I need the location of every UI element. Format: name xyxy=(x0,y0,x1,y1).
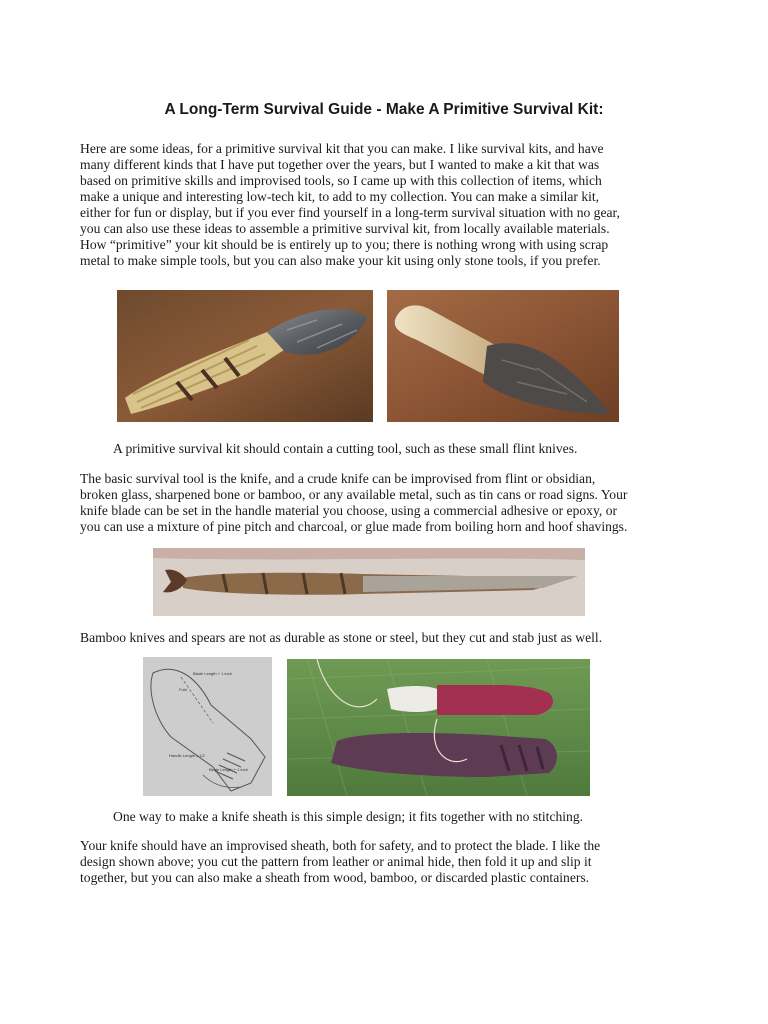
page-title: A Long-Term Survival Guide - Make A Primitive Survival Kit: xyxy=(164,101,604,118)
pattern-label-handle: Handle Length x 1/2 xyxy=(169,753,205,758)
text-line: The basic survival tool is the knife, and a crude knife can be improvised from flint or obsidian, xyxy=(80,471,596,486)
flint-knife-photo-1 xyxy=(117,290,373,422)
sheath-paragraph xyxy=(80,838,694,886)
text-line: broken glass, sharpened bone or bamboo, or any available metal, such as tin cans or road signs. Your xyxy=(80,487,628,502)
intro-paragraph xyxy=(80,141,694,269)
text-line: design shown above; you cut the pattern from leather or animal hide, then fold it up and slip it xyxy=(80,854,592,869)
sheath-photo xyxy=(287,659,590,796)
sheath-pattern-diagram xyxy=(143,657,272,796)
pattern-label-blade: Blade Length + 1 inch xyxy=(193,671,232,676)
knife-paragraph xyxy=(80,471,694,535)
text-line: How “primitive” your kit should be is entirely up to you; there is nothing wrong with using scrap xyxy=(80,237,609,252)
text-line: many different kinds that I have put together over the years, but I wanted to make a kit that was xyxy=(80,157,600,172)
figure-caption-flint-knives: A primitive survival kit should contain a cutting tool, such as these small flint knives. xyxy=(113,441,578,456)
pattern-label-fold: Fold xyxy=(179,687,187,692)
text-line: Here are some ideas, for a primitive survival kit that you can make. I like survival kits, and have xyxy=(80,141,604,156)
text-line: Your knife should have an improvised sheath, both for safety, and to protect the blade. I like the xyxy=(80,838,601,853)
text-line: together, but you can also make a sheath from wood, bamboo, or discarded plastic containers. xyxy=(80,870,590,885)
text-line: either for fun or display, but if you ever find yourself in a long-term survival situation with no gear, xyxy=(80,205,620,220)
flint-knife-photo-2 xyxy=(387,290,619,422)
bamboo-knife-photo xyxy=(153,548,585,616)
text-line: knife blade can be set in the handle material you choose, using a commercial adhesive or epoxy, or xyxy=(80,503,618,518)
bamboo-caption: Bamboo knives and spears are not as durable as stone or steel, but they cut and stab just as well. xyxy=(80,630,603,645)
text-line: you can also use these ideas to assemble a primitive survival kit, from locally available materials. xyxy=(80,221,610,236)
figure-caption-sheath: One way to make a knife sheath is this simple design; it fits together with no stitching. xyxy=(113,809,584,824)
text-line: make a unique and interesting low-tech kit, to add to my collection. You can make a similar kit, xyxy=(80,189,600,204)
pattern-label-blade-small: Blade Length + 1 inch xyxy=(209,767,248,772)
text-line: metal to make simple tools, but you can also make your kit using only stone tools, if you prefer. xyxy=(80,253,601,268)
text-line: you can use a mixture of pine pitch and charcoal, or glue made from boiling horn and hoof shavings. xyxy=(80,519,628,534)
text-line: based on primitive skills and improvised tools, so I came up with this collection of items, which xyxy=(80,173,602,188)
